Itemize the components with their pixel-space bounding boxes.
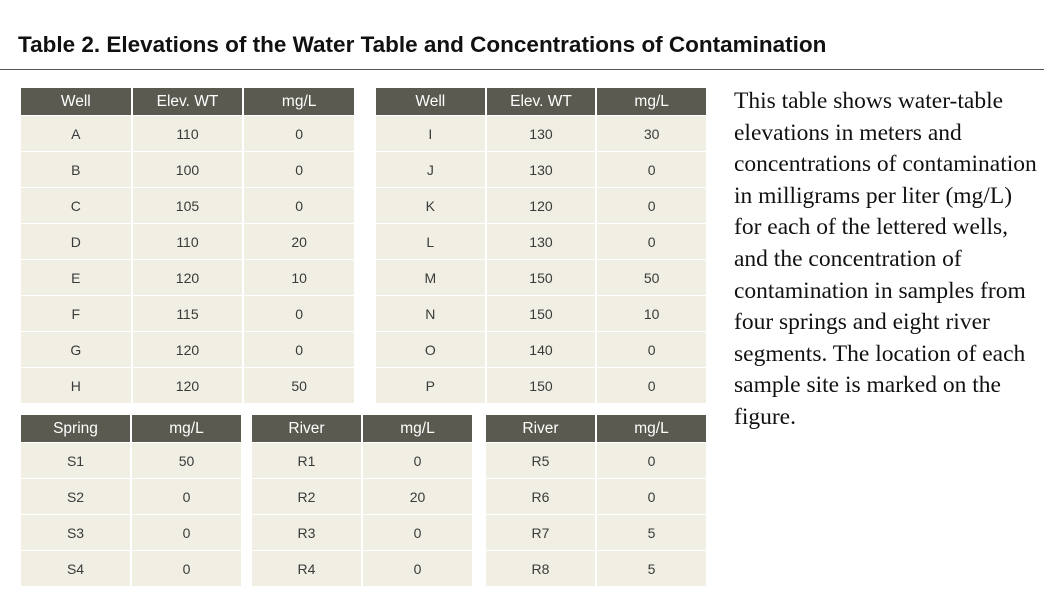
- table-cell: 130: [487, 115, 596, 151]
- table-cell: 150: [487, 295, 596, 331]
- column-header: Spring: [21, 415, 130, 442]
- table-cell: 120: [133, 367, 243, 403]
- table-row: [21, 550, 241, 586]
- header-row: [486, 415, 706, 442]
- table-row: [21, 115, 354, 151]
- table-row: [252, 550, 472, 586]
- table-cell: 0: [132, 478, 241, 514]
- table-cell: 120: [133, 259, 243, 295]
- table-row: [486, 550, 706, 586]
- table-cell: A: [21, 115, 131, 151]
- table-cell: K: [376, 187, 485, 223]
- table-row: [252, 478, 472, 514]
- table-cell: 0: [132, 550, 241, 586]
- table-cell: P: [376, 367, 485, 403]
- table-cell: M: [376, 259, 485, 295]
- table-cell: 0: [597, 331, 706, 367]
- table-cell: 0: [597, 442, 706, 478]
- table-cell: 0: [363, 514, 472, 550]
- column-header: Elev. WT: [133, 88, 243, 115]
- table-cell: 50: [244, 367, 354, 403]
- table-cell: 0: [244, 187, 354, 223]
- table-cell: H: [21, 367, 131, 403]
- header-row: [376, 88, 706, 115]
- table-row: [486, 478, 706, 514]
- table-cell: R3: [252, 514, 361, 550]
- table-cell: 140: [487, 331, 596, 367]
- table-row: [376, 151, 706, 187]
- table-cell: 10: [244, 259, 354, 295]
- table-cell: O: [376, 331, 485, 367]
- table-row: [21, 295, 354, 331]
- table-cell: 30: [597, 115, 706, 151]
- table-cell: 0: [244, 295, 354, 331]
- column-header: River: [252, 415, 361, 442]
- table-cell: J: [376, 151, 485, 187]
- table-cell: 130: [487, 223, 596, 259]
- table-cell: 5: [597, 514, 706, 550]
- table-cell: 0: [244, 151, 354, 187]
- table-cell: S3: [21, 514, 130, 550]
- table-cell: 110: [133, 115, 243, 151]
- column-header: mg/L: [363, 415, 472, 442]
- table-cell: I: [376, 115, 485, 151]
- table-cell: 0: [244, 331, 354, 367]
- table-row: [21, 367, 354, 403]
- column-header: mg/L: [244, 88, 354, 115]
- table-row: [376, 259, 706, 295]
- table-row: [21, 478, 241, 514]
- table-row: [252, 442, 472, 478]
- springs-table: [19, 415, 243, 586]
- table-cell: 100: [133, 151, 243, 187]
- table-cell: 0: [244, 115, 354, 151]
- column-header: mg/L: [597, 415, 706, 442]
- table-cell: S4: [21, 550, 130, 586]
- wells-table-right: [374, 88, 708, 403]
- table-cell: G: [21, 331, 131, 367]
- column-header: mg/L: [132, 415, 241, 442]
- table-cell: D: [21, 223, 131, 259]
- table-row: [21, 331, 354, 367]
- table-cell: 20: [244, 223, 354, 259]
- header-row: [21, 88, 354, 115]
- table-cell: 10: [597, 295, 706, 331]
- table-description: This table shows water-table elevations in meters and concentrations of contamination in milligrams per liter (mg/L) for each of the lettered wells, and the concentration of contamination in samples from four springs and eight river segments. The location of each sample site is marked on the figure.: [734, 88, 1037, 430]
- column-header: Well: [21, 88, 131, 115]
- table-cell: 0: [363, 442, 472, 478]
- table-cell: C: [21, 187, 131, 223]
- table-cell: R6: [486, 478, 595, 514]
- table-cell: 150: [487, 367, 596, 403]
- table-row: [376, 187, 706, 223]
- table-cell: 0: [597, 478, 706, 514]
- table-row: [21, 514, 241, 550]
- table-cell: 105: [133, 187, 243, 223]
- table-cell: L: [376, 223, 485, 259]
- table-row: [376, 295, 706, 331]
- table-cell: 0: [597, 367, 706, 403]
- header-row: [252, 415, 472, 442]
- column-header: River: [486, 415, 595, 442]
- table-cell: 0: [132, 514, 241, 550]
- table-cell: 110: [133, 223, 243, 259]
- river-table-r5-r8: [484, 415, 708, 586]
- river-table-r1-r4: [250, 415, 474, 586]
- table-cell: 5: [597, 550, 706, 586]
- table-cell: R4: [252, 550, 361, 586]
- table-cell: R5: [486, 442, 595, 478]
- table-row: [21, 223, 354, 259]
- table-cell: S2: [21, 478, 130, 514]
- table-row: [376, 223, 706, 259]
- table-cell: 120: [487, 187, 596, 223]
- table-cell: 150: [487, 259, 596, 295]
- table-cell: 0: [597, 151, 706, 187]
- table-cell: 120: [133, 331, 243, 367]
- table-cell: N: [376, 295, 485, 331]
- table-cell: 0: [597, 223, 706, 259]
- table-cell: E: [21, 259, 131, 295]
- table-cell: R2: [252, 478, 361, 514]
- table-cell: B: [21, 151, 131, 187]
- wells-table-left: [19, 88, 356, 403]
- table-cell: 0: [597, 187, 706, 223]
- title-divider: [0, 69, 1044, 70]
- table-cell: 50: [597, 259, 706, 295]
- table-row: [376, 115, 706, 151]
- table-cell: R8: [486, 550, 595, 586]
- table-cell: 20: [363, 478, 472, 514]
- table-row: [21, 259, 354, 295]
- table-cell: 115: [133, 295, 243, 331]
- table-row: [21, 442, 241, 478]
- column-header: Well: [376, 88, 485, 115]
- table-row: [21, 187, 354, 223]
- table-row: [486, 514, 706, 550]
- column-header: Elev. WT: [487, 88, 596, 115]
- table-row: [376, 331, 706, 367]
- table-cell: 130: [487, 151, 596, 187]
- table-title: Table 2. Elevations of the Water Table and Concentrations of Contamination: [18, 32, 827, 57]
- header-row: [21, 415, 241, 442]
- table-row: [252, 514, 472, 550]
- table-cell: 50: [132, 442, 241, 478]
- table-cell: 0: [363, 550, 472, 586]
- table-cell: F: [21, 295, 131, 331]
- table-row: [376, 367, 706, 403]
- table-row: [486, 442, 706, 478]
- table-row: [21, 151, 354, 187]
- column-header: mg/L: [597, 88, 706, 115]
- table-cell: R1: [252, 442, 361, 478]
- table-cell: R7: [486, 514, 595, 550]
- table-cell: S1: [21, 442, 130, 478]
